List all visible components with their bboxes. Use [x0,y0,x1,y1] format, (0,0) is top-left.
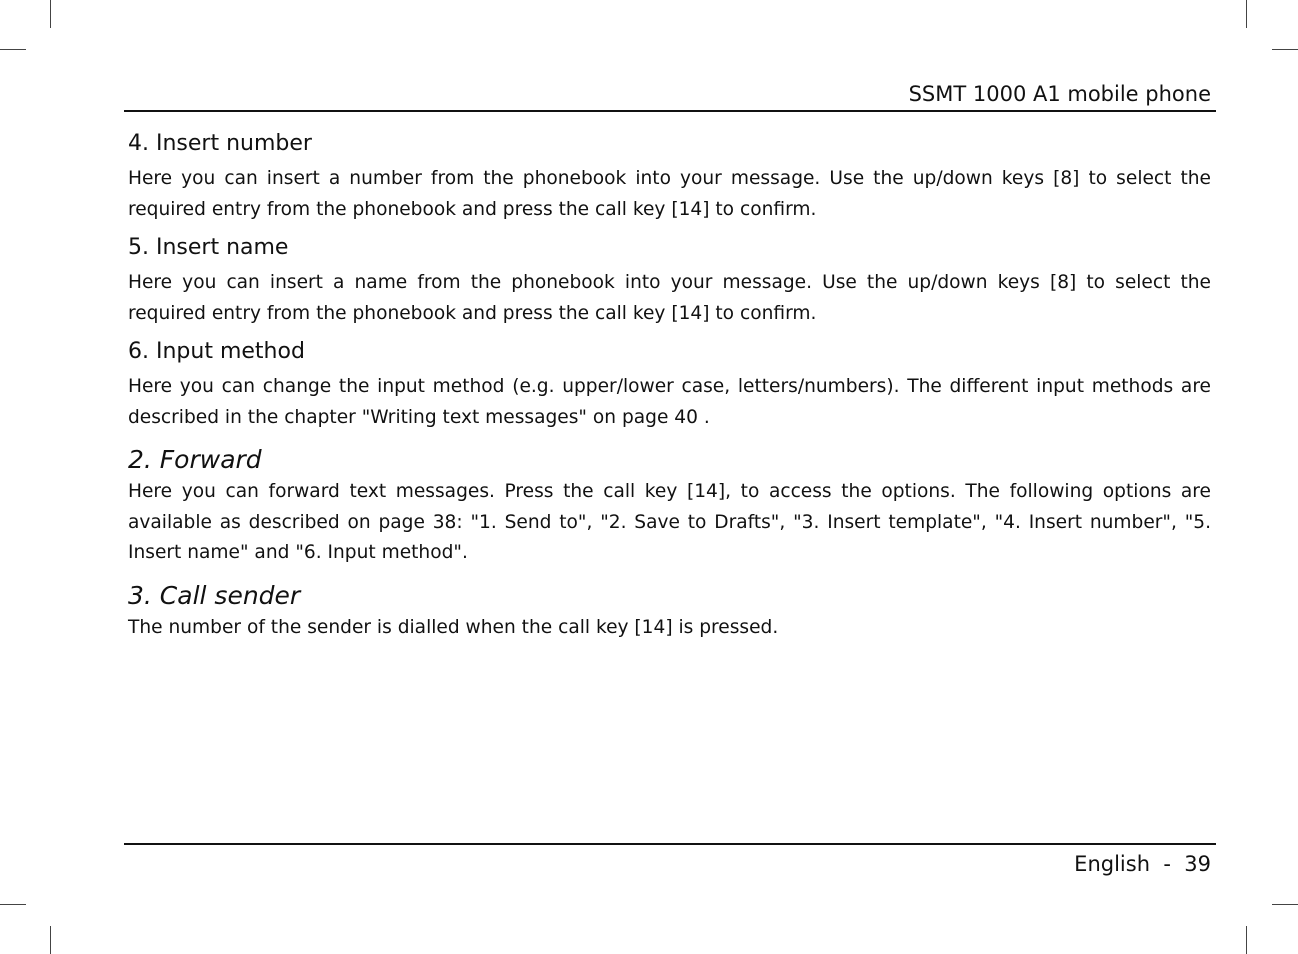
header-rule [124,110,1216,112]
crop-mark [1272,904,1298,905]
section-heading: 3. Call sender [128,580,301,610]
crop-mark [1246,926,1247,954]
option-input-method [128,336,1211,433]
paragraph: Here you can insert a name from the phonebook into your message. Use the up/down keys [8] to select the required entry from the phonebook and press the call key [14] to confirm. [128,272,1211,324]
paragraph: Here you can change the input method (e.g. upper/lower case, letters/numbers). The different input methods are described in the chapter "Writing text messages" on page 40 . [128,376,1211,428]
paragraph: Here you can insert a number from the phonebook into your message. Use the up/down keys [8] to select the required entry from the phonebook and press the call key [14] to confirm. [128,168,1211,220]
footer-rule [124,843,1216,845]
crop-mark [1272,49,1298,50]
running-header: SSMT 1000 A1 mobile phone [908,82,1211,106]
sub-heading: 5. Insert name [128,235,289,260]
sub-heading: 6. Input method [128,339,305,364]
option-insert-number [128,128,1211,225]
crop-mark [50,0,51,28]
crop-mark [50,926,51,954]
option-insert-name [128,232,1211,329]
section-heading: 2. Forward [128,445,262,474]
paragraph: Here you can forward text messages. Press the call key [14], to access the options. The following options are available as described on page 38: "1. Send to", "2. Save to Drafts", "3. Insert template", "4. Insert number", "5. Insert name" and "6. Input method". [128,481,1211,563]
crop-mark [0,49,26,50]
crop-mark [1246,0,1247,28]
crop-mark [0,904,26,905]
page-number: English - 39 [1074,852,1211,876]
section-call-sender [128,579,1211,644]
sub-heading: 4. Insert number [128,131,312,156]
paragraph: The number of the sender is dialled when the call key [14] is pressed. [128,616,779,638]
page-content [128,128,1211,650]
section-forward [128,443,1211,569]
